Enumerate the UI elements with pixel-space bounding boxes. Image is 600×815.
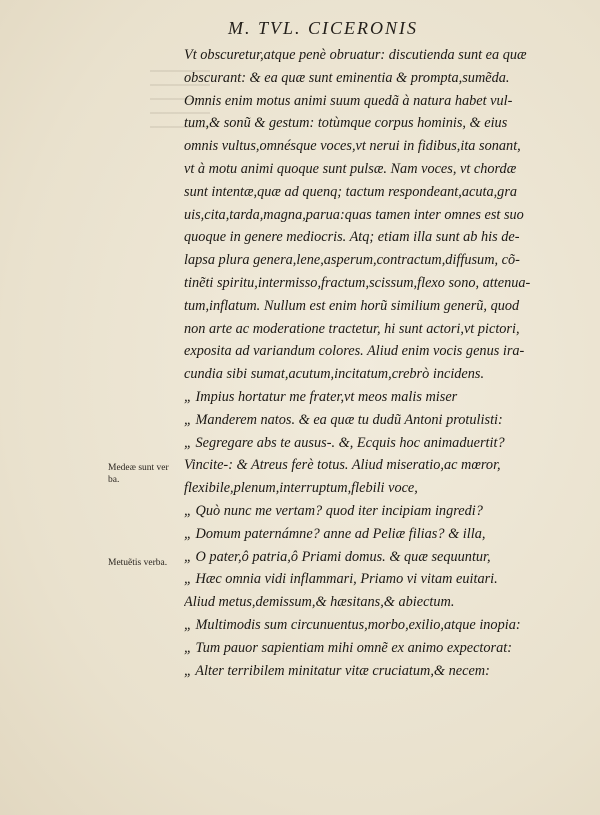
verse-line: „ Multimodis sum circunuentus,morbo,exilio,atque inopia: [184,616,521,633]
verse-line: „ Domum paternámne? anne ad Peliæ filias? & illa, [184,525,486,542]
text-line: lapsa plura genera,lene,asperum,contractum,diffusum, cõ- [184,252,520,269]
text-line: tinẽti spiritu,intermisso,fractum,scissum,flexo sono, attenua- [184,274,531,291]
text-line: Aliud metus,demissum,& hæsitans,& abiectum. [184,594,455,611]
text-line: cundia sibi sumat,acutum,incitatum,crebrò incidens. [184,366,485,383]
main-text-block [184,44,584,682]
margin-note-medea [108,462,169,486]
margin-note-line: Metuẽtis verba. [108,558,168,568]
text-line: Omnis enim motus animi suum quedã à natura habet vul- [184,92,513,109]
text-line: exposita ad variandum colores. Aliud enim vocis genus ira- [184,343,525,360]
text-line: tum,& sonũ & gestum: totùmque corpus hominis, & eius [184,115,508,132]
text-line: quoque in genere mediocris. Atq; etiam illa sunt ab his de- [184,229,520,246]
margin-note-metuentis [108,557,167,569]
text-line: sunt intentæ,quæ ad quenq; tactum respondeant,acuta,gra [184,183,518,200]
text-line: Vincite-: & Atreus ferè totus. Aliud miseratio,ac mœror, [184,457,501,474]
verse-line: „ Impius hortatur me frater,vt meos malis miser [184,388,458,405]
text-line: non arte ac moderatione tractetur, hi sunt actori,vt pictori, [184,320,520,337]
verse-line: „ Quò nunc me vertam? quod iter incipiam ingredi? [184,502,483,519]
verse-line: „ Manderem natos. & ea quæ tu dudũ Antoni protulisti: [184,411,503,428]
text-line: uis,cita,tarda,magna,parua:quas tamen inter omnes est suo [184,206,524,223]
margin-note-line: ba. [108,475,120,485]
margin-note-line: Medeæ sunt ver [108,463,169,473]
verse-line: „ Tum pauor sapientiam mihi omnẽ ex animo expectorat: [184,639,512,656]
verse-line: „ O pater,ô patria,ô Priami domus. & quæ sequuntur, [184,548,491,565]
verse-line: „ Hæc omnia vidi inflammari, Priamo vi vitam euitari. [184,571,498,588]
text-line: omnis vultus,omnésque voces,vt nerui in fidibus,ita sonant, [184,138,521,155]
verse-line: „ Alter terribilem minitatur vitæ cruciatum,& necem: [184,662,490,679]
text-line: tum,inflatum. Nullum est enim horũ similium generũ, quod [184,297,520,314]
text-line: obscurant: & ea quæ sunt eminentia & prompta,sumẽda. [184,69,510,86]
text-line: flexibile,plenum,interruptum,flebili voce, [184,480,418,497]
text-line: vt à motu animi quoque sunt pulsæ. Nam voces, vt chordæ [184,160,517,177]
verse-line: „ Segregare abs te ausus-. &, Ecquis hoc animaduertit? [184,434,505,451]
running-head: M. TVL. CICERONIS [228,18,419,38]
text-line: Vt obscuretur,atque penè obruatur: discutienda sunt ea quæ [184,47,527,63]
